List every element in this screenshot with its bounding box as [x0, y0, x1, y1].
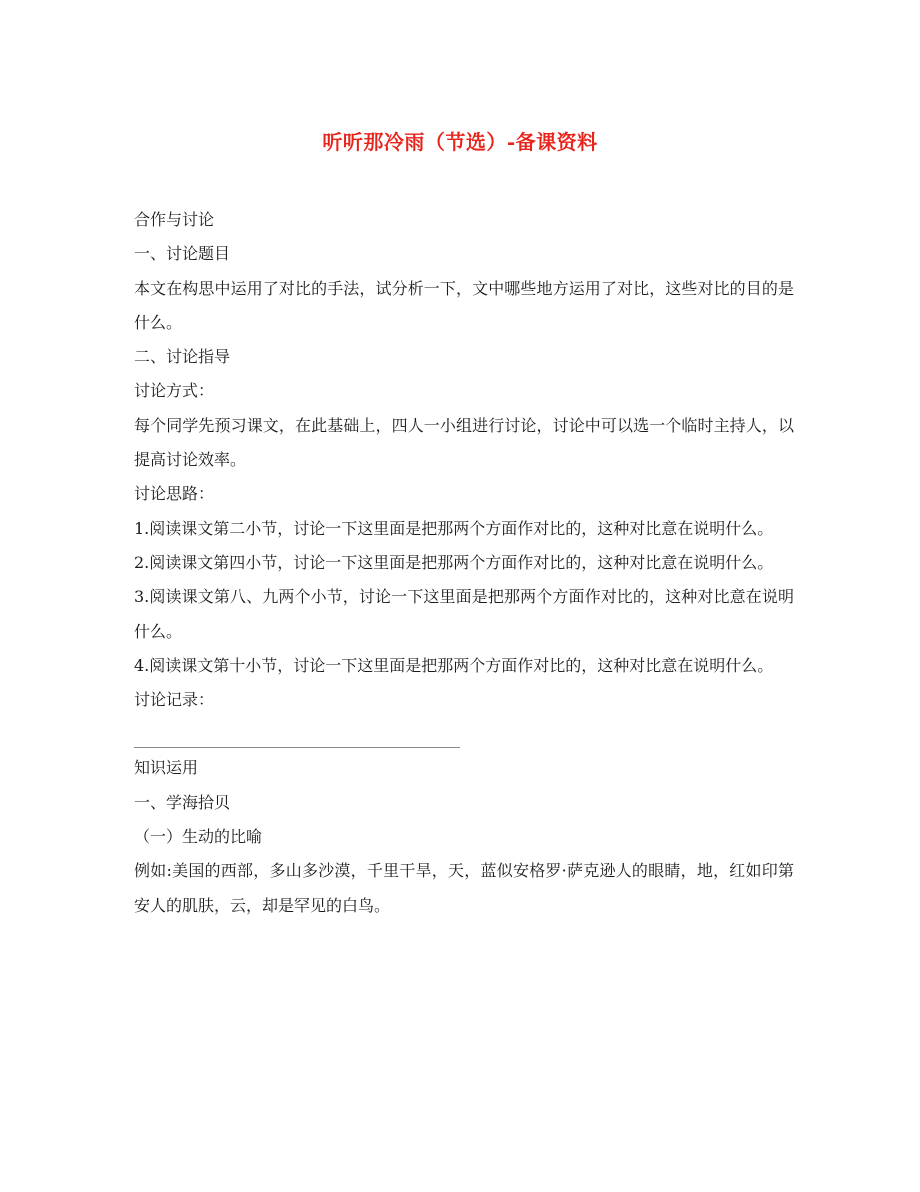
record-blank-line: [134, 747, 460, 748]
section-heading-cooperation: 合作与讨论: [134, 210, 215, 229]
discussion-idea-item: 2.阅读课文第四小节，讨论一下这里面是把那两个方面作对比的，这种对比意在说明什么。: [134, 552, 774, 572]
section-heading-knowledge: 知识运用: [134, 758, 199, 778]
discussion-idea-item: 4.阅读课文第十小节，讨论一下这里面是把那两个方面作对比的，这种对比意在说明什么。: [134, 655, 774, 675]
subsection-heading: 一、学海拾贝: [134, 792, 231, 812]
discussion-topic-text: 本文在构思中运用了对比的手法，试分析一下，文中哪些地方运用了对比，这些对比的目的是什么。: [134, 278, 794, 332]
discussion-method-text: 每个同学先预习课文，在此基础上，四人一小组进行讨论，讨论中可以选一个临时主持人，以提高讨论效率。: [134, 415, 794, 470]
discussion-topic-heading: 一、讨论题目: [134, 244, 231, 264]
example-text: 例如:美国的西部，多山多沙漠，千里干旱，天，蓝似安格罗·萨克逊人的眼睛，地，红如印第安人的肌肤，云，却是罕见的白鸟。: [134, 861, 794, 915]
document-body: [134, 203, 794, 923]
discussion-idea-label: 讨论思路：: [134, 484, 215, 504]
item-heading-metaphor: （一）生动的比喻: [134, 827, 263, 847]
discussion-method-label: 讨论方式：: [134, 381, 215, 401]
discussion-idea-item: 1.阅读课文第二小节，讨论一下这里面是把那两个方面作对比的，这种对比意在说明什么。: [134, 518, 774, 538]
document-title: 听听那冷雨（节选）-备课资料: [322, 130, 598, 154]
discussion-guide-heading: 二、讨论指导: [134, 347, 231, 367]
discussion-idea-item: 3.阅读课文第八、九两个小节，讨论一下这里面是把那两个方面作对比的，这种对比意在说明什么。: [134, 587, 794, 641]
discussion-record-label: 讨论记录：: [134, 690, 215, 710]
